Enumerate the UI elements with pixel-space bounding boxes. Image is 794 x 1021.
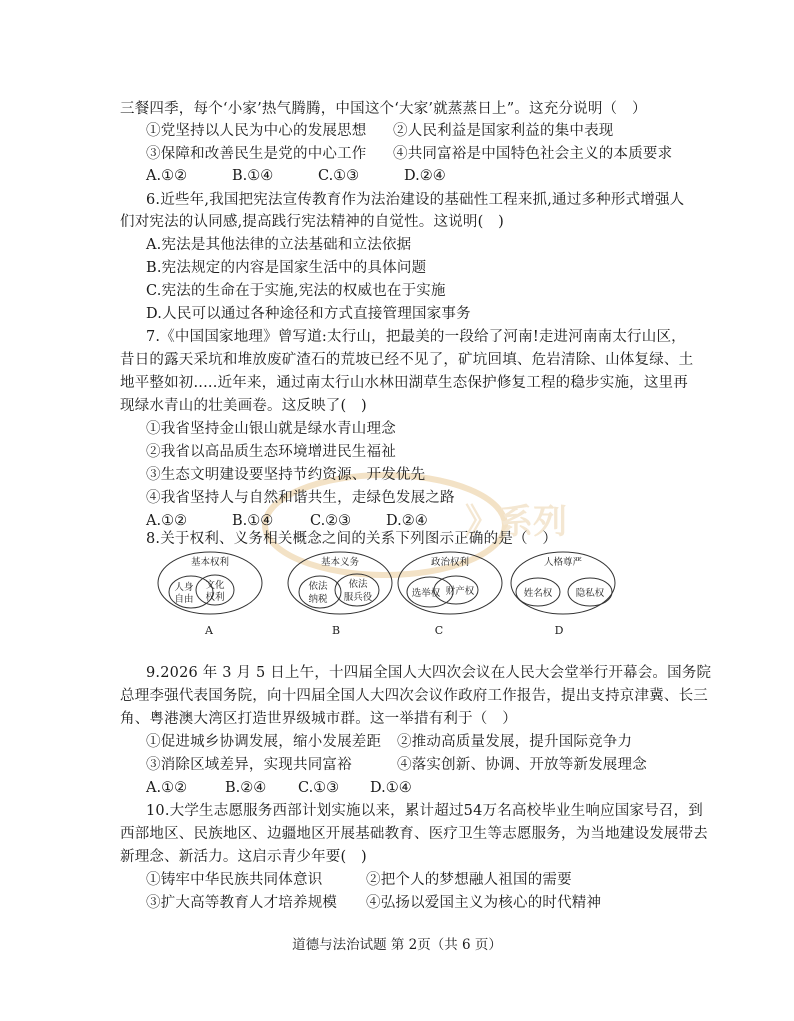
q5-answer-a: A.①②: [146, 168, 188, 184]
q7-answer-d: D.②④: [386, 513, 428, 529]
q5-option-3: ③保障和改善民生是党的中心工作: [146, 146, 367, 162]
q9-option-1: ①促进城乡协调发展，缩小发展差距: [146, 734, 382, 750]
q7-answer-c: C.②③: [310, 513, 352, 529]
q10-option-4: ④弘扬以爱国主义为核心的时代精神: [366, 895, 602, 911]
svg-text:》系列: 》系列: [465, 502, 567, 542]
q7-option-3: ③生态文明建设要坚持节约资源、开发优先: [146, 467, 426, 483]
q8-d-outer-label: 人格尊严: [543, 557, 583, 568]
q6-answer-c: C.宪法的生命在于实施,宪法的权威也在于实施: [146, 283, 446, 299]
q9-answer-b: B.②④: [225, 780, 267, 796]
q7-stem-line-4: 现绿水青山的壮美画卷。这反映了( ): [120, 398, 367, 414]
q8-a-inner2-line2: 权利: [205, 592, 225, 603]
q8-a-letter: A: [205, 624, 213, 637]
q8-diagram-d: [511, 552, 615, 637]
q9-option-4: ④落实创新、协调、开放等新发展理念: [397, 757, 647, 773]
q8-a-outer-label: 基本权利: [190, 557, 230, 568]
q8-c-inner1: 选举权: [411, 588, 441, 599]
q8-c-outer-label: 政治权利: [430, 557, 470, 568]
page-footer: 道德与法治试题 第 2页（共 6 页）: [292, 937, 502, 953]
q9-option-3: ③消除区域差异，实现共同富裕: [146, 757, 352, 773]
q7-option-4: ④我省坚持人与自然和谐共生，走绿色发展之路: [146, 490, 455, 506]
q7-stem-line-2: 昔日的露天采坑和堆放废矿渣石的荒坡已经不见了，矿坑回填、危岩清除、山体复绿、土: [120, 352, 694, 368]
q8-diagram-c: [398, 552, 502, 637]
q5-answer-d: D.②④: [404, 168, 446, 184]
q6-answer-d: D.人民可以通过各种途径和方式直接管理国家事务: [146, 306, 471, 322]
q9-option-2: ②推动高质量发展，提升国际竞争力: [397, 734, 633, 750]
q8-a-inner1-line2: 自由: [174, 594, 194, 605]
q8-diagram-b: [288, 552, 392, 637]
q5-answer-b: B.①④: [232, 168, 274, 184]
q7-option-2: ②我省以高品质生态环境增进民生福祉: [146, 444, 396, 460]
q8-b-inner2-line1: 依法: [348, 579, 368, 590]
q8-stem: 8.关于权利、义务相关概念之间的关系下列图示正确的是（ ）: [146, 531, 558, 547]
q8-c-inner2: 财产权: [445, 586, 475, 597]
q8-b-inner1-line2: 纳税: [308, 594, 328, 605]
q7-stem-line-3: 地平整如初.....近年来，通过南太行山水林田湖草生态保护修复工程的稳步实施，这里再: [120, 375, 688, 391]
q8-diagram-set: [150, 546, 650, 646]
q10-stem-line-2: 西部地区、民族地区、边疆地区开展基础教育、医疗卫生等志愿服务，为当地建设发展带去: [120, 826, 708, 842]
q10-option-2: ②把个人的梦想融人祖国的需要: [366, 872, 572, 888]
q9-stem-line-2: 总理李强代表国务院，向十四届全国人大四次会议作政府工作报告，提出支持京津冀、长三: [120, 688, 708, 704]
q5-option-4: ④共同富裕是中国特色社会主义的本质要求: [393, 146, 673, 162]
q8-b-letter: B: [331, 624, 341, 637]
q8-d-letter: D: [554, 624, 564, 637]
q8-c-letter: C: [434, 624, 444, 637]
q6-stem-line-1: 6.近些年,我国把宪法宣传教育作为法治建设的基础性工程来抓,通过多种形式增强人: [146, 192, 685, 208]
q8-a-inner1-line1: 人身: [174, 582, 194, 593]
q8-diagram-a: [158, 552, 262, 637]
q9-answer-d: D.①④: [370, 780, 412, 796]
q8-a-inner2-line1: 文化: [205, 580, 225, 591]
q9-stem-line-3: 角、粤港澳大湾区打造世界级城市群。这一举措有利于（ ）: [120, 711, 517, 727]
q8-d-inner1: 姓名权: [523, 588, 553, 599]
q10-stem-line-1: 10.大学生志愿服务西部计划实施以来，累计超过54万名高校毕业生响应国家号召，到: [146, 803, 704, 819]
q7-stem-line-1: 7.《中国国家地理》曾写道:太行山，把最美的一段给了河南!走进河南南太行山区，: [146, 329, 686, 345]
q8-b-inner1-line1: 依法: [308, 581, 328, 592]
q8-b-outer-label: 基本义务: [320, 557, 360, 568]
q9-answer-a: A.①②: [146, 780, 188, 796]
q6-stem-line-2: 们对宪法的认同感,提高践行宪法精神的自觉性。这说明( ): [120, 214, 505, 230]
q8-d-inner2: 隐私权: [575, 588, 605, 599]
q6-answer-a: A.宪法是其他法律的立法基础和立法依据: [146, 237, 412, 253]
q5-answer-c: C.①③: [318, 168, 360, 184]
q10-option-3: ③扩大高等教育人才培养规模: [146, 895, 338, 911]
q9-answer-c: C.①③: [298, 780, 340, 796]
q5-option-2: ②人民利益是国家利益的集中表现: [393, 123, 614, 139]
q5-option-1: ①党坚持以人民为中心的发展思想: [146, 123, 367, 139]
q7-answer-b: B.①④: [232, 513, 274, 529]
q7-answer-a: A.①②: [146, 513, 188, 529]
q6-answer-b: B.宪法规定的内容是国家生活中的具体问题: [146, 260, 427, 276]
q7-option-1: ①我省坚持金山银山就是绿水青山理念: [146, 421, 396, 437]
q8-b-inner2-line2: 服兵役: [343, 592, 373, 603]
q9-stem-line-1: 9.2026 年 3 月 5 日上午，十四届全国人大四次会议在人民大会堂举行开幕会。国务院: [146, 665, 712, 681]
q5-stem: 三餐四季，每个‘小家’热气腾腾，中国这个‘大家’就蒸蒸日上”。这充分说明（ ）: [120, 101, 647, 117]
q10-stem-line-3: 新理念、新活力。这启示青少年要( ): [120, 849, 367, 865]
q10-option-1: ①铸牢中华民族共同体意识: [146, 872, 323, 888]
